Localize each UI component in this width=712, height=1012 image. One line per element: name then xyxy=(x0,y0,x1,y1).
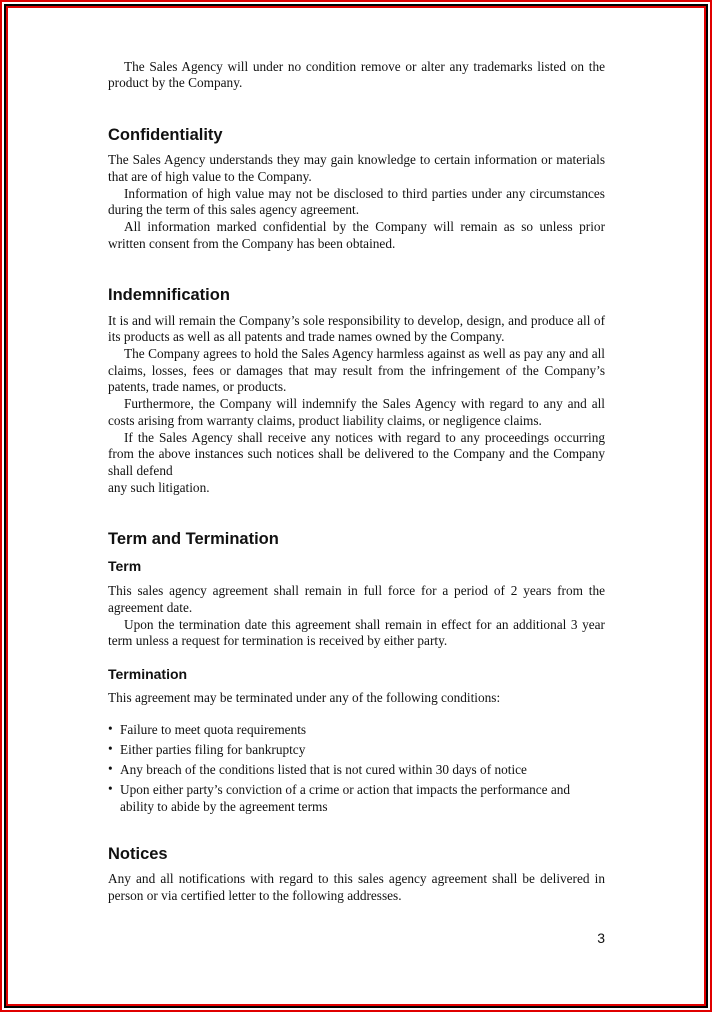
heading-indemnification: Indemnification xyxy=(108,286,230,304)
paragraph: Furthermore, the Company will indemnify the Sales Agency with regard to any and all costs arising from warranty claims, product liability claims, or negligence claims. xyxy=(108,396,605,428)
paragraph: Information of high value may not be disclosed to third parties under any circumstances during the term of this sales agency agreement. xyxy=(108,185,605,218)
paragraph: It is and will remain the Company’s sole responsibility to develop, design, and produce all of its products as well as all patents and trade names owned by the Company. xyxy=(108,312,605,345)
paragraph: The Sales Agency understands they may gain knowledge to certain information or materials that are of high value to the Company. xyxy=(108,152,605,184)
paragraph: This agreement may be terminated under any of the following conditions: xyxy=(108,690,501,706)
paragraph: any such litigation. xyxy=(108,479,210,495)
bullet-icon: • xyxy=(108,780,113,796)
bullet-icon: • xyxy=(108,720,113,736)
list-item-text: Any breach of the conditions listed that is not cured within 30 days of notice xyxy=(120,761,527,777)
list-item xyxy=(108,782,605,815)
list-item-text: Either parties filing for bankruptcy xyxy=(120,741,306,757)
paragraph: This sales agency agreement shall remain in full force for a period of 2 years from the agreement date. xyxy=(108,583,605,615)
page-number: 3 xyxy=(597,930,605,946)
paragraph: If the Sales Agency shall receive any notices with regard to any proceedings occurring from the above instances such notices shall be delivered to the Company and the Company shall defend xyxy=(108,429,605,478)
bullet-icon: • xyxy=(108,760,113,776)
list-item xyxy=(108,722,605,739)
list-item-text: Failure to meet quota requirements xyxy=(120,721,307,737)
paragraph: The Company agrees to hold the Sales Agency harmless against as well as pay any and all claims, losses, fees or damages that may result from the infringement of the Company’s patents, trade names, or products. xyxy=(108,346,605,395)
list-item xyxy=(108,742,605,759)
subheading-termination: Termination xyxy=(108,665,188,682)
list-item xyxy=(108,762,605,779)
document-page xyxy=(108,59,605,905)
intro-paragraph: The Sales Agency will under no condition remove or alter any trademarks listed on the product by the Company. xyxy=(108,58,605,91)
heading-confidentiality: Confidentiality xyxy=(108,125,223,144)
bullet-icon: • xyxy=(108,740,113,756)
paragraph: Any and all notifications with regard to this sales agency agreement shall be delivered in person or via certified letter to the following addresses. xyxy=(108,871,605,903)
list-item-text: Upon either party’s conviction of a crime or action that impacts the performance and ability to abide by the agreement terms xyxy=(120,781,571,814)
subheading-term: Term xyxy=(108,557,142,574)
heading-notices: Notices xyxy=(108,844,168,863)
paragraph: All information marked confidential by the Company will remain as so unless prior written consent from the Company has been obtained. xyxy=(108,219,605,251)
heading-term-and-termination: Term and Termination xyxy=(108,529,279,548)
paragraph: Upon the termination date this agreement shall remain in effect for an additional 3 year term unless a request for termination is received by either party. xyxy=(108,616,605,649)
termination-conditions-list xyxy=(108,722,605,815)
